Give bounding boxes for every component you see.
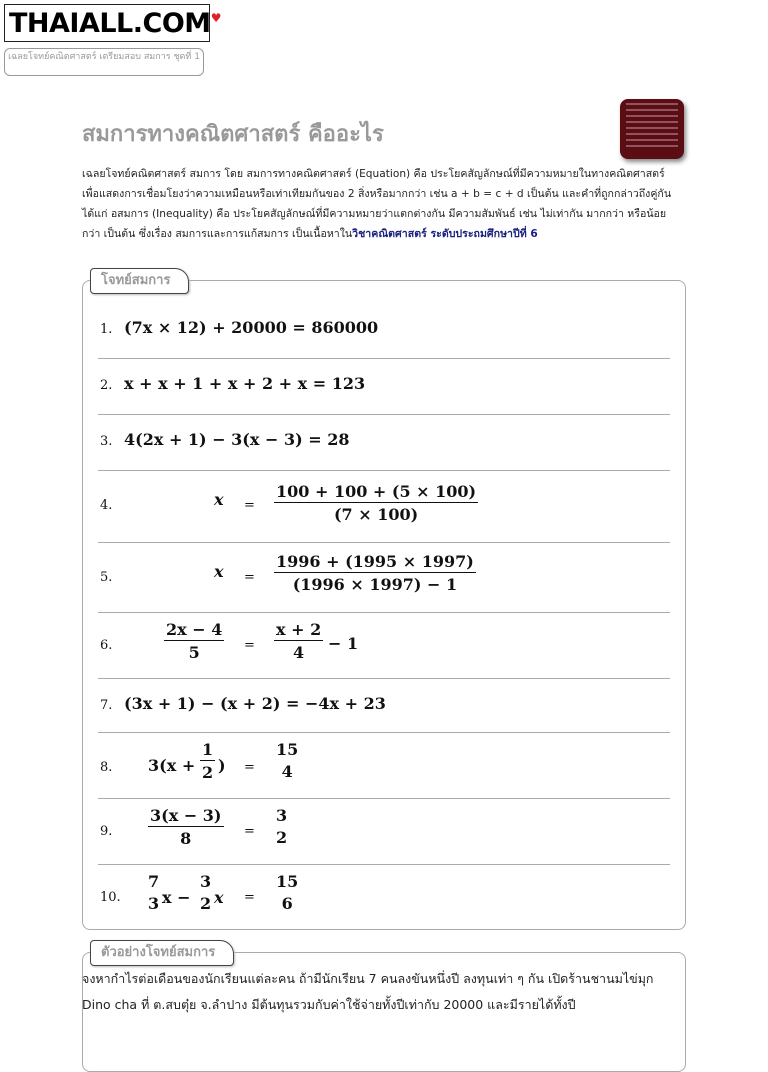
article-thumbnail — [620, 99, 684, 159]
denominator: 3 — [148, 894, 160, 913]
problem-equation: (3x + 1) − (x + 2) = −4x + 23 — [124, 694, 386, 713]
numerator: 15 — [276, 872, 299, 891]
fraction — [274, 552, 476, 594]
problem-row — [98, 358, 670, 415]
examples-tab: ตัวอย่างโจทย์สมการ — [90, 940, 234, 966]
equation-prefix: 3(x + — [148, 756, 196, 775]
fraction — [274, 482, 478, 524]
breadcrumb[interactable]: เฉลยโจทย์คณิตศาสตร์ เตรียมสอบ สมการ ชุดที่ 1 — [4, 48, 204, 76]
problem-row — [98, 542, 670, 613]
fraction — [146, 872, 161, 913]
numerator: 1 — [202, 740, 214, 759]
problem-row — [98, 798, 670, 865]
problem-number: 1. — [100, 322, 113, 337]
problem-number: 5. — [100, 570, 113, 585]
intro-text: เฉลยโจทย์คณิตศาสตร์ สมการ โดย สมการทางคณิตศาสตร์ (Equation) คือ ประโยคสัญลักษณ์ที่มีความหมายในทางคณิตศาสตร์ เพื่อแสดงการเชื่อมโยงว่าความเหมือนหรือเท่าเทียมกันของ 2 สิ่งหรือมากกว่า เช่น a + b = c + d เป็นต้น และคำที่ถูกกล่าวถึงคู่กันได้แก่ อสมการ (Inequality) คือ ประโยคสัญลักษณ์ที่มีความหมายว่าแตกต่างกัน มีความสัมพันธ์ เช่น ไม่เท่ากัน มากกว่า หรือน้อยกว่า เป็นต้น ซึ่งเรื่อง สมการและการแก้สมการ เป็นเนื้อหาใน — [82, 168, 672, 240]
equation-suffix: ) — [218, 756, 226, 775]
site-logo[interactable] — [4, 4, 221, 42]
denominator: (7 × 100) — [333, 505, 419, 524]
problem-number: 2. — [100, 378, 113, 393]
problem-row — [98, 678, 670, 733]
fraction — [274, 806, 289, 847]
equals-sign: = — [244, 570, 255, 585]
equation-variable: x — [214, 888, 224, 907]
equation-middle: x − — [162, 888, 191, 907]
problem-number: 4. — [100, 498, 113, 513]
problem-row — [98, 414, 670, 471]
denominator: 4 — [281, 762, 293, 781]
fraction — [198, 872, 213, 913]
denominator: (1996 × 1997) − 1 — [292, 575, 458, 594]
heart-icon: ♥ — [210, 11, 221, 25]
problem-row — [98, 470, 670, 543]
denominator: 2 — [200, 894, 212, 913]
numerator: 3 — [200, 872, 212, 891]
fraction — [274, 620, 323, 662]
numerator: 3(x − 3) — [150, 806, 222, 825]
fraction — [148, 806, 224, 848]
denominator: 6 — [281, 894, 293, 913]
denominator: 2 — [202, 763, 214, 782]
numerator: x + 2 — [276, 620, 322, 639]
problem-equation: (7x × 12) + 20000 = 860000 — [124, 318, 379, 337]
numerator: 3 — [276, 806, 288, 825]
equals-sign: = — [244, 498, 255, 513]
numerator: 100 + 100 + (5 × 100) — [276, 482, 477, 501]
problem-row — [98, 612, 670, 679]
denominator: 8 — [180, 829, 192, 848]
page-title: สมการทางคณิตศาสตร์ คืออะไร — [82, 122, 384, 147]
example-text: จงหากำไรต่อเดือนของนักเรียนแต่ละคน ถ้ามีนักเรียน 7 คนลงขันหนึ่งปี ลงทุนเท่า ๆ กัน เปิดร้านชานมไข่มุก Dino cha ที่ ต.สบตุ๋ย จ.ลำปาง มีต้นทุนรวมกับค่าใช้จ่ายทั้งปีเท่ากับ 20000 และมีรายได้ทั้งปี — [82, 971, 654, 1012]
numerator: 2x − 4 — [166, 620, 223, 639]
fraction — [274, 740, 300, 781]
denominator: 5 — [188, 643, 200, 662]
denominator: 2 — [276, 828, 288, 847]
numerator: 7 — [148, 872, 160, 891]
equation-lhs: x — [214, 562, 224, 581]
problem-row — [98, 732, 670, 799]
fraction — [200, 740, 215, 782]
problem-number: 10. — [100, 890, 121, 905]
numerator: 15 — [276, 740, 299, 759]
equals-sign: = — [244, 890, 255, 905]
problem-equation: 4(2x + 1) − 3(x − 3) = 28 — [124, 430, 350, 449]
logo-text: THAIALL.COM — [9, 8, 211, 39]
denominator: 4 — [293, 643, 305, 662]
problem-row — [98, 302, 670, 359]
problem-number: 3. — [100, 434, 113, 449]
problems-tab: โจทย์สมการ — [90, 268, 189, 294]
problem-number: 8. — [100, 760, 113, 775]
intro-paragraph — [82, 164, 676, 244]
problem-number: 7. — [100, 698, 113, 713]
problem-row — [98, 864, 670, 930]
intro-link[interactable]: วิชาคณิตศาสตร์ ระดับประถมศึกษาปีที่ 6 — [352, 228, 538, 240]
equals-sign: = — [244, 760, 255, 775]
fraction — [164, 620, 224, 662]
equation-lhs: x — [214, 490, 224, 509]
fraction — [274, 872, 300, 913]
equation-tail: − 1 — [328, 634, 359, 653]
problem-equation: x + x + 1 + x + 2 + x = 123 — [124, 374, 366, 393]
problem-number: 6. — [100, 638, 113, 653]
numerator: 1996 + (1995 × 1997) — [276, 552, 474, 571]
equals-sign: = — [244, 824, 255, 839]
equals-sign: = — [244, 638, 255, 653]
problem-number: 9. — [100, 824, 113, 839]
